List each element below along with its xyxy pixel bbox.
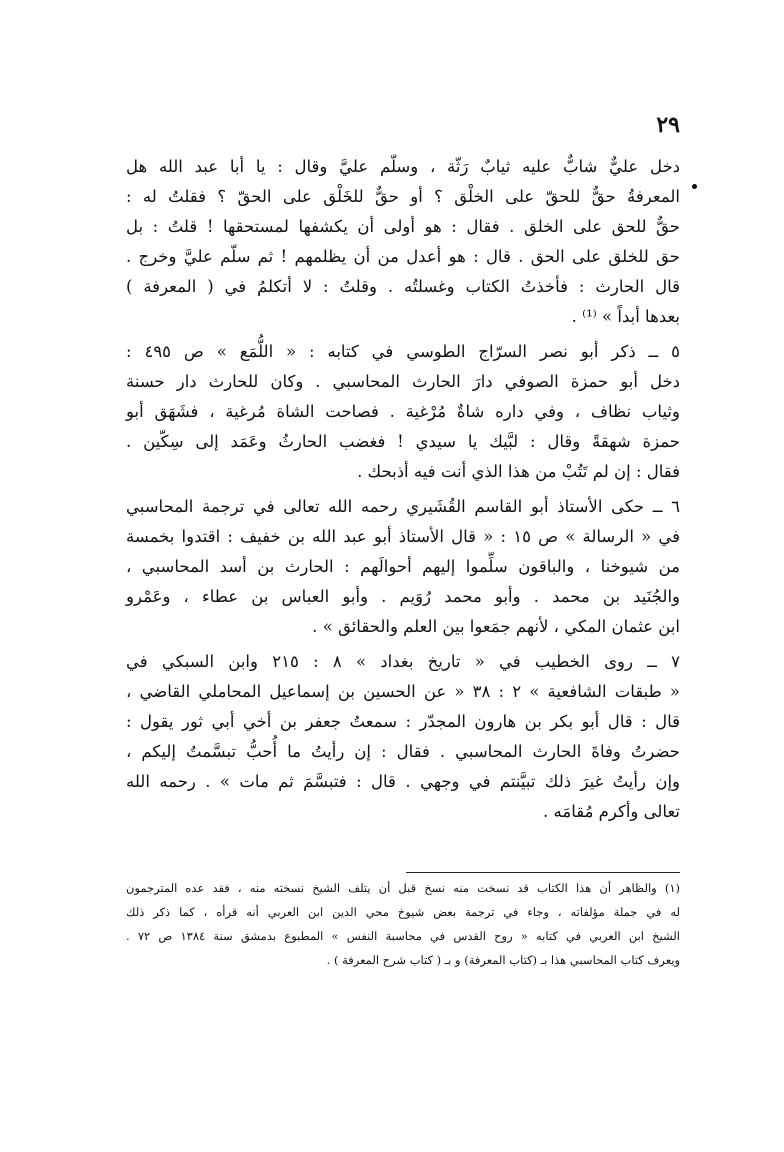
footnote-line: الشيخ ابن العربي في كتابه « روح القدس في محاسبة النفس » المطبوع بدمشق سنة ١٣٨٤ ص ٧٢ . — [126, 929, 681, 943]
paragraph-continuation — [126, 152, 680, 332]
footnote-line: له في جملة مؤلفاته ، وجاء في ترجمة بعض شيوخ محي الدين ابن العربي أنه قرأه ، كما ذكر ذلك — [126, 905, 680, 919]
margin-mark — [692, 184, 697, 189]
text-line: ٦ ــ حكى الأستاذ أبو القاسم القُشَيري رحمه الله تعالى في ترجمة المحاسبي — [126, 497, 680, 516]
text-line: فقال : إن لم تَتُبْ من هذا الذي أنت فيه أذبحك . — [357, 462, 680, 481]
text-line: وثياب نظاف ، وفي داره شاةٌ مُرْغية . فصاحت الشاة مُرغية ، فشَهَق أبو — [126, 402, 680, 421]
footnote-line: (١) والظاهر أن هذا الكتاب قد نسخت منه نسخ قبل أن يتلف الشيخ نسخته منه ، فقد عده المترجمون — [126, 881, 680, 895]
text-line: حمزة شهقةً وقال : لبَّيك يا سيدي ! فغضب الحارثُ وعَمَد إلى سِكّين . — [126, 432, 680, 451]
page-number: ٢٩ — [656, 112, 680, 138]
text-line: تعالى وأكرم مُقامَه . — [543, 802, 680, 821]
footnote-divider — [406, 872, 680, 873]
text-line: المعرفةُ حقٌّ للحقّ على الخلْق ؟ أو حقٌّ للخَلْق على الحقّ ؟ فقلتُ له : — [126, 187, 680, 206]
footnote-1 — [126, 876, 680, 972]
text-line: ابن عثمان المكي ، لأنهم جمَعوا بين العلم والحقائق » . — [312, 617, 680, 636]
text-line: ٥ ــ ذكر أبو نصر السرّاج الطوسي في كتابه : « اللُّمَع » ص ٤٩٥ : — [126, 342, 680, 361]
text-line: حق للخلق على الحق . قال : هو أعدل من أن يظلمهم ! ثم سلّم عليَّ وخرج . — [126, 247, 680, 266]
text-line: والجُنَيد بن محمد . وأبو محمد رُوَيم . وأبو العباس بن عطاء ، وعَمْرو — [126, 587, 680, 606]
text-line: ٧ ــ روى الخطيب في « تاريخ بغداد » ٨ : ٢١٥ وابن السبكي في — [126, 652, 680, 671]
paragraph-5 — [126, 337, 680, 487]
text-line: دخل عليٌّ شابٌّ عليه ثيابٌ رَثّة ، وسلّم عليَّ وقال : يا أبا عبد الله هل — [126, 157, 680, 176]
text-line: « طبقات الشافعية » ٢ : ٣٨ « عن الحسين بن إسماعيل المحاملي القاضي ، — [126, 682, 680, 701]
text-line: بعدها أبداً » ⁽¹⁾ . — [571, 307, 680, 326]
main-text — [126, 152, 680, 832]
text-line: حضرتُ وفاةَ الحارث المحاسبي . فقال : إن رأيتُ ما أُحبُّ تبسَّمتُ إليكم ، — [126, 742, 680, 761]
footnote-line: ويعرف كتاب المحاسبي هذا بـ (كتاب المعرفة) و بـ ( كتاب شرح المعرفة ) . — [326, 953, 680, 967]
paragraph-7 — [126, 647, 680, 827]
paragraph-6 — [126, 492, 680, 642]
text-line: في « الرسالة » ص ١٥ : « قال الأستاذ أبو عبد الله بن خفيف : اقتدوا بخمسة — [126, 527, 681, 546]
text-line: دخل أبو حمزة الصوفي دارَ الحارث المحاسبي . وكان للحارث دار حسنة — [126, 372, 680, 391]
text-line: من شيوخنا ، والباقون سلِّموا إليهم أحوالَهم : الحارث بن أسد المحاسبي ، — [126, 557, 680, 576]
text-line: قال الحارث : فأخذتُ الكتاب وغسلتُه . وقلتُ : لا أتكلمُ في ( المعرفة ) — [126, 277, 680, 296]
text-line: قال : قال أبو بكر بن هارون المجدّر : سمعتُ جعفر بن أخي أبي ثور يقول : — [126, 712, 680, 731]
text-line: حقٌّ للحق على الخلق . فقال : هو أولى أن يكشفها لمستحقها ! قلتُ : بل — [126, 217, 680, 236]
text-line: وإن رأيتُ غيرَ ذلك تبيَّنتم في وجهي . قال : فتبسَّمَ ثم مات » . رحمه الله — [126, 772, 680, 791]
